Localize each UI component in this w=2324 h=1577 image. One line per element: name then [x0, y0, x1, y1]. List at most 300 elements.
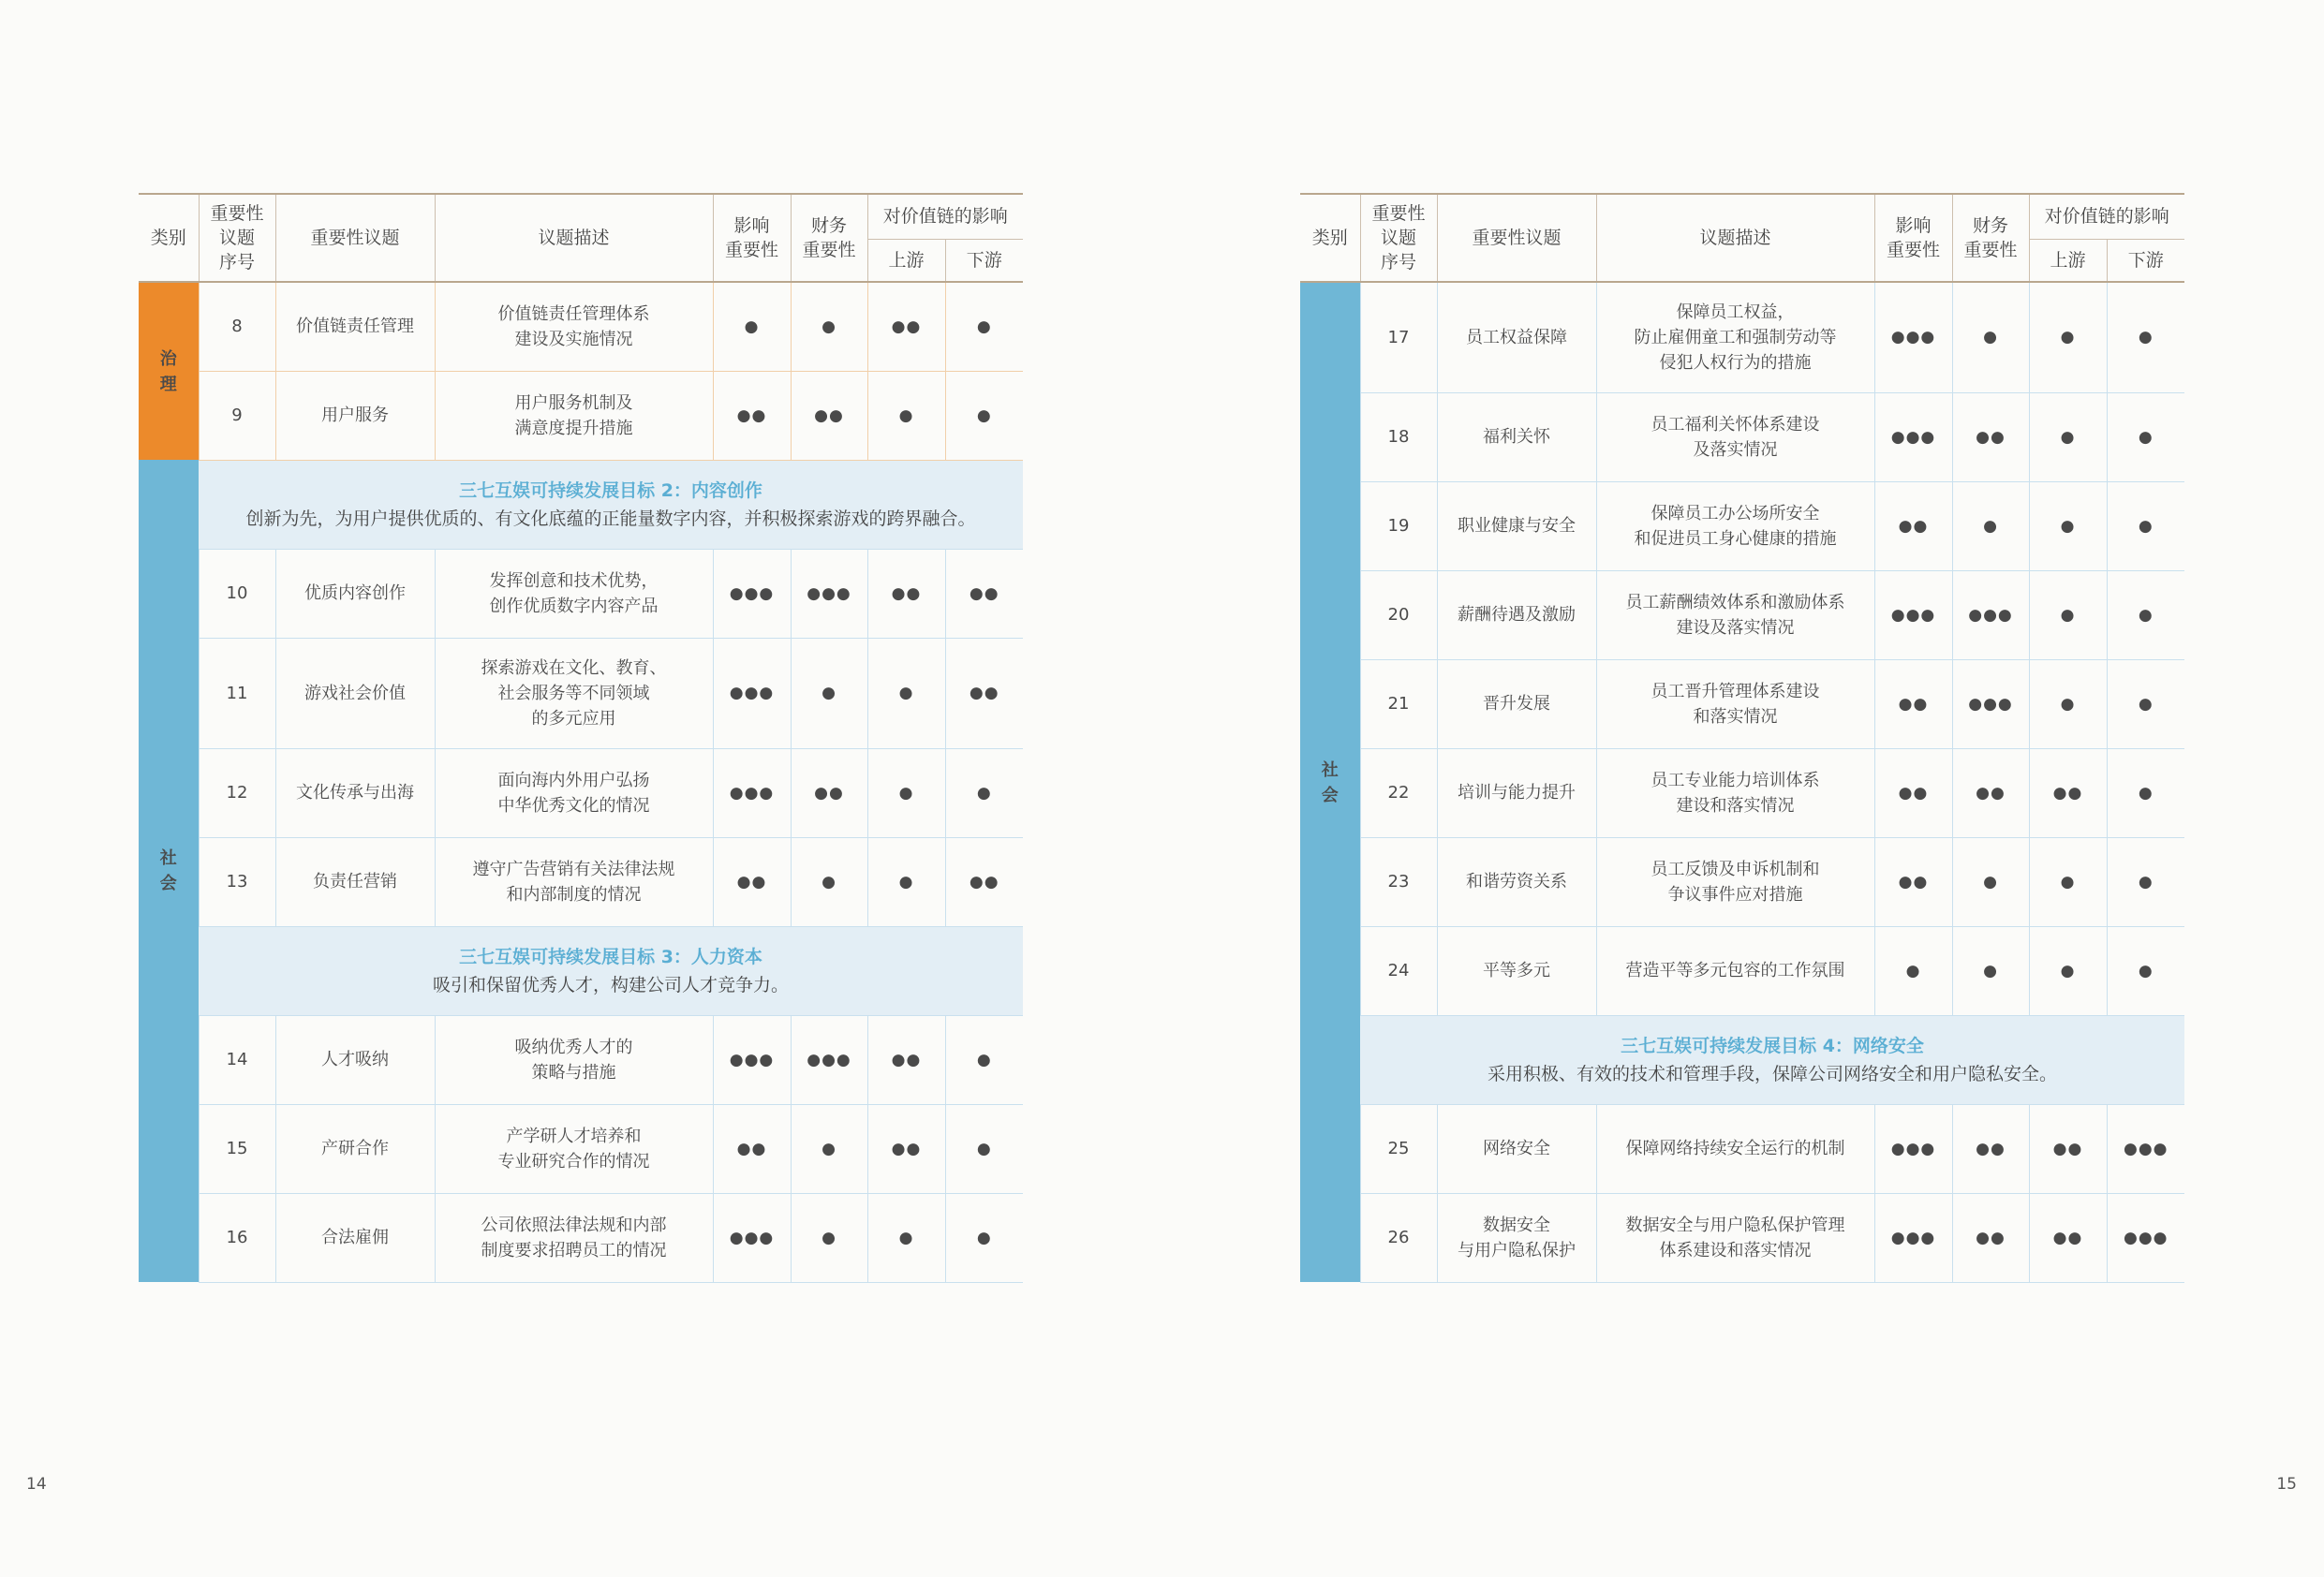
topic-number: 20	[1360, 570, 1437, 659]
header-topic-no: 重要性 议题 序号	[1360, 194, 1437, 282]
table-row	[1300, 282, 2184, 392]
topic-line: 游戏社会价值	[304, 683, 406, 703]
topic-number: 9	[199, 371, 275, 460]
description-line: 产学研人才培养和	[506, 1126, 642, 1146]
impact-rating-dots: ●●	[1898, 783, 1929, 803]
downstream-rating-dots: ●	[976, 783, 992, 803]
topic-number: 21	[1360, 659, 1437, 748]
description-line: 员工福利关怀体系建设	[1650, 414, 1820, 435]
header-upstream: 上游	[867, 239, 945, 282]
topic-line: 网络安全	[1483, 1139, 1550, 1158]
financial-rating-dots: ●	[1983, 961, 1998, 980]
financial-rating-dots: ●●	[814, 405, 844, 425]
description-line: 争议事件应对措施	[1667, 884, 1803, 905]
financial-rating-dots: ●	[1983, 872, 1998, 892]
financial-rating	[791, 638, 867, 748]
impact-rating	[1874, 570, 1952, 659]
impact-rating	[713, 837, 791, 926]
financial-rating	[1952, 837, 2029, 926]
financial-rating	[1952, 570, 2029, 659]
topic-description	[1596, 748, 1874, 837]
header-upstream: 上游	[2029, 239, 2107, 282]
description-line: 专业研究合作的情况	[497, 1151, 650, 1172]
description-line: 营造平等多元包容的工作氛围	[1625, 961, 1845, 980]
topic-name	[1437, 926, 1596, 1015]
topic-line: 职业健康与安全	[1458, 516, 1576, 536]
downstream-rating-dots: ●●	[969, 583, 999, 603]
upstream-rating-dots: ●	[898, 684, 914, 702]
goal-description: 采用积极、有效的技术和管理手段，保障公司网络安全和用户隐私安全。	[1487, 1063, 2057, 1084]
table-header	[139, 194, 1023, 282]
downstream-rating-dots: ●	[976, 1050, 992, 1069]
topic-number: 16	[199, 1193, 275, 1282]
topic-description	[435, 1193, 713, 1282]
category-cell-soc	[1300, 282, 1360, 1282]
page-number: 14	[26, 1475, 47, 1494]
financial-rating	[1952, 926, 2029, 1015]
header-finance: 财务 重要性	[1952, 194, 2029, 282]
topic-name	[275, 1104, 435, 1193]
financial-rating	[791, 1104, 867, 1193]
upstream-rating-dots: ●	[2060, 328, 2076, 347]
category-char: 会	[159, 874, 177, 893]
goal-banner	[1360, 1015, 2184, 1104]
financial-rating	[1952, 659, 2029, 748]
description-line: 建设及实施情况	[514, 329, 633, 349]
financial-rating-dots: ●●	[1976, 1228, 2006, 1247]
upstream-rating-dots: ●	[2060, 694, 2076, 714]
table-header	[1300, 194, 2184, 282]
topic-name	[275, 1193, 435, 1282]
downstream-rating	[2107, 1193, 2184, 1282]
upstream-rating	[867, 1193, 945, 1282]
impact-rating-dots: ●	[1905, 961, 1921, 980]
table-row	[139, 748, 1023, 837]
downstream-rating	[945, 1104, 1023, 1193]
impact-rating	[1874, 282, 1952, 392]
topic-description	[1596, 837, 1874, 926]
upstream-rating-dots: ●●	[891, 1050, 922, 1069]
impact-rating-dots: ●●●	[729, 583, 775, 603]
impact-rating-dots: ●●	[1898, 694, 1929, 714]
topic-description	[1596, 481, 1874, 570]
impact-rating	[1874, 1104, 1952, 1193]
financial-rating	[1952, 481, 2029, 570]
impact-rating-dots: ●●●	[1890, 328, 1936, 347]
financial-rating-dots: ●●	[1976, 427, 2006, 447]
downstream-rating	[945, 1015, 1023, 1104]
header-topic-no: 重要性 议题 序号	[199, 194, 275, 282]
topic-description	[435, 1015, 713, 1104]
table-row	[1300, 570, 2184, 659]
header-finance: 财务 重要性	[791, 194, 867, 282]
upstream-rating	[867, 1104, 945, 1193]
description-line: 保障员工权益，	[1676, 302, 1795, 322]
topic-name	[275, 837, 435, 926]
topic-name	[1437, 1193, 1596, 1282]
financial-rating	[1952, 748, 2029, 837]
downstream-rating	[2107, 392, 2184, 481]
impact-rating-dots: ●●	[736, 1139, 767, 1158]
upstream-rating-dots: ●	[898, 405, 914, 425]
impact-rating-dots: ●●	[1898, 516, 1929, 536]
financial-rating-dots: ●●●	[1968, 694, 2013, 714]
topic-line: 数据安全	[1483, 1215, 1550, 1235]
header-description: 议题描述	[435, 194, 713, 282]
upstream-rating	[867, 282, 945, 371]
financial-rating	[791, 837, 867, 926]
goal-banner	[199, 460, 1023, 549]
topic-name	[275, 748, 435, 837]
table-row	[1300, 926, 2184, 1015]
impact-rating-dots: ●●●	[1890, 1139, 1936, 1158]
description-line: 数据安全与用户隐私保护管理	[1625, 1215, 1845, 1235]
category-cell-gov	[139, 282, 199, 460]
description-line: 价值链责任管理体系	[497, 303, 650, 324]
topic-description	[435, 837, 713, 926]
topic-line: 薪酬待遇及激励	[1458, 605, 1576, 625]
upstream-rating	[2029, 570, 2107, 659]
topic-description	[435, 549, 713, 638]
goal-row	[139, 460, 1023, 549]
topic-line: 优质内容创作	[304, 583, 406, 603]
upstream-rating	[2029, 837, 2107, 926]
description-line: 用户服务机制及	[514, 392, 633, 413]
financial-rating-dots: ●●	[1976, 783, 2006, 803]
upstream-rating	[867, 1015, 945, 1104]
description-line: 员工薪酬绩效体系和激励体系	[1625, 592, 1845, 612]
topic-description	[435, 282, 713, 371]
downstream-rating	[945, 748, 1023, 837]
category-char: 社	[1321, 759, 1339, 780]
downstream-rating	[2107, 1104, 2184, 1193]
description-line: 探索游戏在文化、教育、	[481, 657, 667, 678]
topic-description	[435, 371, 713, 460]
materiality-table-left	[139, 193, 1023, 1283]
topic-description	[435, 638, 713, 748]
description-line: 建设及落实情况	[1676, 617, 1795, 638]
topic-description	[1596, 282, 1874, 392]
impact-rating-dots: ●●●	[729, 684, 775, 702]
topic-line: 福利关怀	[1483, 427, 1550, 447]
topic-name	[275, 371, 435, 460]
description-line: 和内部制度的情况	[506, 884, 642, 905]
description-line: 创作优质数字内容产品	[489, 596, 659, 616]
impact-rating	[713, 282, 791, 371]
downstream-rating	[945, 638, 1023, 748]
impact-rating	[1874, 748, 1952, 837]
impact-rating-dots: ●●●	[729, 783, 775, 803]
header-topic: 重要性议题	[1437, 194, 1596, 282]
impact-rating	[713, 371, 791, 460]
table-row	[139, 1104, 1023, 1193]
topic-number: 19	[1360, 481, 1437, 570]
description-line: 员工晋升管理体系建设	[1650, 681, 1820, 701]
description-line: 社会服务等不同领域	[497, 683, 650, 703]
topic-line: 文化传承与出海	[296, 783, 414, 803]
financial-rating	[791, 282, 867, 371]
table-row	[1300, 659, 2184, 748]
financial-rating-dots: ●	[822, 1139, 836, 1158]
impact-rating-dots: ●●●	[1890, 1228, 1936, 1247]
goal-description: 创新为先，为用户提供优质的、有文化底蕴的正能量数字内容，并积极探索游戏的跨界融合。	[245, 508, 976, 529]
financial-rating	[1952, 282, 2029, 392]
goal-title: 三七互娱可持续发展目标 4：网络安全	[1621, 1035, 1924, 1056]
downstream-rating-dots: ●●●	[2123, 1228, 2169, 1247]
table-row	[1300, 481, 2184, 570]
description-line: 保障网络持续安全运行的机制	[1625, 1139, 1845, 1158]
table-row	[1300, 1104, 2184, 1193]
downstream-rating-dots: ●●	[969, 684, 999, 702]
downstream-rating	[945, 282, 1023, 371]
topic-line: 平等多元	[1483, 961, 1550, 980]
impact-rating-dots: ●●●	[729, 1228, 775, 1247]
downstream-rating	[945, 1193, 1023, 1282]
topic-line: 人才吸纳	[321, 1050, 389, 1069]
downstream-rating-dots: ●	[2138, 961, 2154, 980]
impact-rating	[713, 1193, 791, 1282]
impact-rating	[1874, 926, 1952, 1015]
topic-line: 与用户隐私保护	[1458, 1240, 1576, 1260]
financial-rating	[1952, 392, 2029, 481]
goal-title: 三七互娱可持续发展目标 2：内容创作	[459, 479, 762, 501]
upstream-rating-dots: ●●	[891, 1139, 922, 1158]
financial-rating	[1952, 1104, 2029, 1193]
downstream-rating-dots: ●●●	[2123, 1139, 2169, 1158]
downstream-rating-dots: ●	[976, 405, 992, 425]
financial-rating-dots: ●●●	[807, 583, 851, 603]
description-line: 体系建设和落实情况	[1659, 1240, 1812, 1260]
description-line: 制度要求招聘员工的情况	[481, 1240, 667, 1260]
description-line: 的多元应用	[531, 708, 616, 729]
header-category: 类别	[139, 194, 199, 282]
financial-rating-dots: ●	[822, 872, 836, 892]
topic-number: 17	[1360, 282, 1437, 392]
topic-line: 用户服务	[321, 405, 389, 425]
impact-rating-dots: ●●●	[729, 1050, 775, 1069]
upstream-rating	[867, 837, 945, 926]
downstream-rating-dots: ●	[976, 1139, 992, 1158]
topic-name	[275, 549, 435, 638]
downstream-rating-dots: ●●	[969, 872, 999, 892]
impact-rating	[713, 1015, 791, 1104]
impact-rating-dots: ●●	[736, 405, 767, 425]
financial-rating	[791, 1193, 867, 1282]
upstream-rating-dots: ●●	[2052, 1139, 2083, 1158]
downstream-rating	[2107, 748, 2184, 837]
category-char: 会	[1321, 785, 1339, 805]
goal-title: 三七互娱可持续发展目标 3：人力资本	[459, 946, 762, 967]
header-topic: 重要性议题	[275, 194, 435, 282]
upstream-rating-dots: ●	[2060, 605, 2076, 625]
downstream-rating	[945, 837, 1023, 926]
description-line: 策略与措施	[531, 1062, 616, 1083]
topic-number: 26	[1360, 1193, 1437, 1282]
impact-rating	[713, 748, 791, 837]
upstream-rating-dots: ●●	[891, 583, 922, 603]
impact-rating-dots: ●●	[736, 872, 767, 892]
topic-description	[435, 748, 713, 837]
upstream-rating	[2029, 1104, 2107, 1193]
upstream-rating-dots: ●	[898, 872, 914, 892]
topic-description	[1596, 392, 1874, 481]
topic-line: 晋升发展	[1483, 694, 1550, 714]
table-row	[139, 638, 1023, 748]
downstream-rating	[945, 371, 1023, 460]
impact-rating	[1874, 392, 1952, 481]
topic-description	[435, 1104, 713, 1193]
impact-rating	[713, 1104, 791, 1193]
header-impact: 影响 重要性	[713, 194, 791, 282]
topic-line: 负责任营销	[313, 872, 397, 892]
upstream-rating-dots: ●	[2060, 427, 2076, 447]
upstream-rating-dots: ●●	[891, 317, 922, 336]
topic-description	[1596, 570, 1874, 659]
upstream-rating	[867, 549, 945, 638]
upstream-rating-dots: ●	[2060, 516, 2076, 536]
description-line: 员工反馈及申诉机制和	[1650, 859, 1820, 879]
upstream-rating	[2029, 481, 2107, 570]
upstream-rating	[2029, 659, 2107, 748]
upstream-rating-dots: ●●	[2052, 783, 2083, 803]
description-line: 保障员工办公场所安全	[1650, 503, 1820, 523]
topic-number: 14	[199, 1015, 275, 1104]
upstream-rating	[867, 748, 945, 837]
financial-rating-dots: ●	[1983, 328, 1998, 347]
downstream-rating-dots: ●	[2138, 328, 2154, 347]
topic-number: 18	[1360, 392, 1437, 481]
topic-name	[275, 1015, 435, 1104]
topic-name	[1437, 392, 1596, 481]
downstream-rating-dots: ●	[976, 1228, 992, 1247]
impact-rating	[713, 549, 791, 638]
topic-number: 10	[199, 549, 275, 638]
description-line: 公司依照法律法规和内部	[481, 1215, 667, 1235]
downstream-rating	[2107, 926, 2184, 1015]
table-row	[139, 837, 1023, 926]
downstream-rating-dots: ●	[2138, 605, 2154, 625]
topic-line: 和谐劳资关系	[1466, 872, 1567, 892]
financial-rating-dots: ●●●	[1968, 605, 2013, 625]
table-row	[1300, 748, 2184, 837]
topic-number: 11	[199, 638, 275, 748]
description-line: 中华优秀文化的情况	[497, 795, 650, 816]
topic-description	[1596, 1193, 1874, 1282]
description-line: 和落实情况	[1693, 706, 1778, 727]
downstream-rating-dots: ●	[2138, 427, 2154, 447]
impact-rating-dots: ●●	[1898, 872, 1929, 892]
topic-number: 22	[1360, 748, 1437, 837]
category-char: 理	[159, 374, 177, 394]
topic-number: 12	[199, 748, 275, 837]
downstream-rating	[2107, 570, 2184, 659]
impact-rating-dots: ●●●	[1890, 605, 1936, 625]
topic-line: 合法雇佣	[321, 1228, 389, 1247]
topic-description	[1596, 659, 1874, 748]
topic-number: 24	[1360, 926, 1437, 1015]
upstream-rating-dots: ●	[2060, 872, 2076, 892]
upstream-rating	[2029, 1193, 2107, 1282]
description-line: 员工专业能力培训体系	[1650, 770, 1820, 790]
header-downstream: 下游	[945, 239, 1023, 282]
goal-row	[1300, 1015, 2184, 1104]
impact-rating	[713, 638, 791, 748]
downstream-rating	[945, 549, 1023, 638]
financial-rating-dots: ●	[1983, 516, 1998, 536]
description-line: 遵守广告营销有关法律法规	[472, 859, 675, 879]
description-line: 满意度提升措施	[514, 418, 633, 438]
financial-rating-dots: ●	[822, 317, 836, 336]
financial-rating-dots: ●	[822, 1228, 836, 1247]
topic-name	[1437, 282, 1596, 392]
financial-rating	[1952, 1193, 2029, 1282]
topic-description	[1596, 1104, 1874, 1193]
upstream-rating	[2029, 926, 2107, 1015]
impact-rating-dots: ●●●	[1890, 427, 1936, 447]
upstream-rating-dots: ●●	[2052, 1228, 2083, 1247]
goal-description: 吸引和保留优秀人才，构建公司人才竞争力。	[432, 974, 789, 995]
description-line: 侵犯人权行为的措施	[1659, 352, 1812, 373]
impact-rating	[1874, 481, 1952, 570]
description-line: 面向海内外用户弘扬	[497, 770, 650, 790]
upstream-rating	[2029, 392, 2107, 481]
topic-name	[1437, 659, 1596, 748]
header-value-chain: 对价值链的影响	[867, 194, 1023, 239]
description-line: 吸纳优秀人才的	[514, 1037, 633, 1057]
topic-line: 产研合作	[321, 1139, 389, 1158]
downstream-rating	[2107, 481, 2184, 570]
downstream-rating-dots: ●	[2138, 872, 2154, 892]
financial-rating	[791, 371, 867, 460]
goal-row	[139, 926, 1023, 1015]
category-char: 治	[159, 348, 177, 369]
topic-name	[1437, 748, 1596, 837]
table-row	[139, 1193, 1023, 1282]
financial-rating	[791, 549, 867, 638]
table-row	[1300, 392, 2184, 481]
topic-number: 8	[199, 282, 275, 371]
upstream-rating-dots: ●	[898, 1228, 914, 1247]
topic-line: 价值链责任管理	[296, 317, 414, 337]
impact-rating	[1874, 1193, 1952, 1282]
category-char: 社	[159, 848, 177, 868]
financial-rating	[791, 1015, 867, 1104]
financial-rating-dots: ●	[822, 684, 836, 702]
upstream-rating-dots: ●	[2060, 961, 2076, 980]
downstream-rating-dots: ●	[2138, 783, 2154, 803]
financial-rating	[791, 748, 867, 837]
topic-number: 25	[1360, 1104, 1437, 1193]
topic-number: 23	[1360, 837, 1437, 926]
header-category: 类别	[1300, 194, 1360, 282]
table-row	[139, 282, 1023, 371]
topic-name	[1437, 1104, 1596, 1193]
upstream-rating	[867, 371, 945, 460]
materiality-table-right	[1300, 193, 2184, 1283]
table-row	[139, 371, 1023, 460]
topic-name	[1437, 481, 1596, 570]
page-number: 15	[2276, 1475, 2297, 1494]
impact-rating-dots: ●	[744, 317, 760, 336]
description-line: 和促进员工身心健康的措施	[1634, 528, 1837, 549]
upstream-rating	[2029, 282, 2107, 392]
topic-description	[1596, 926, 1874, 1015]
financial-rating-dots: ●●●	[807, 1050, 851, 1069]
impact-rating	[1874, 837, 1952, 926]
financial-rating-dots: ●●	[1976, 1139, 2006, 1158]
downstream-rating-dots: ●	[2138, 694, 2154, 714]
table-row	[1300, 1193, 2184, 1282]
